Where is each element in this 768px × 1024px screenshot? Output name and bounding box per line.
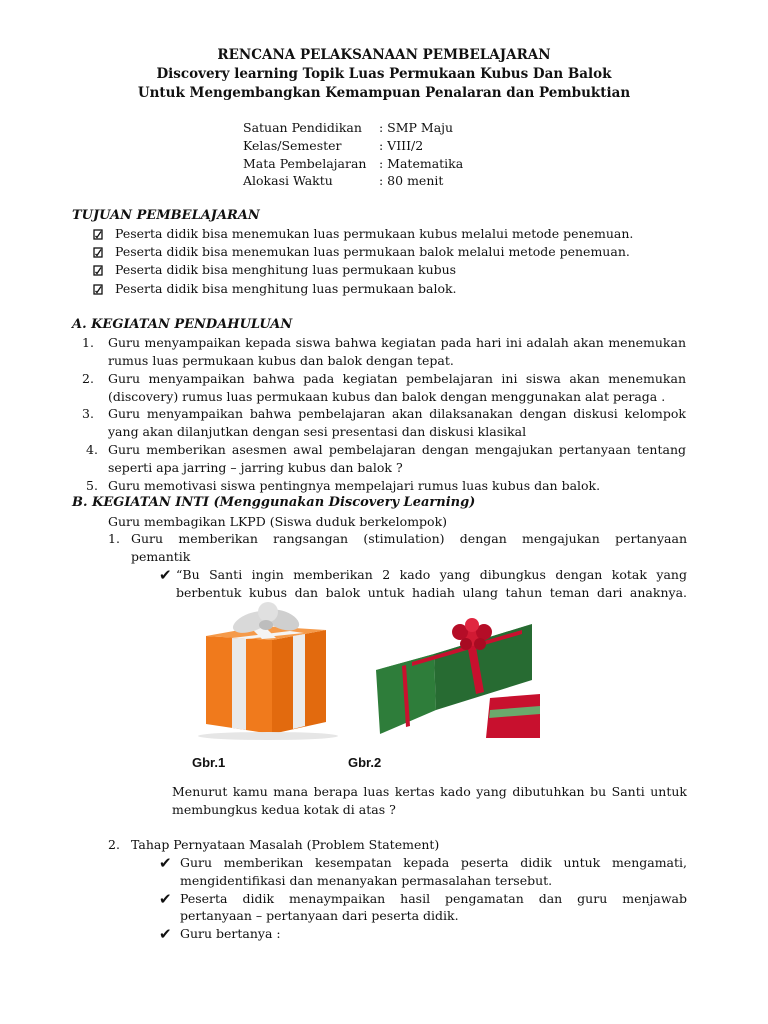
- checkbox-bullet-icon: [93, 247, 103, 258]
- checkmark-icon: ✔: [159, 925, 172, 943]
- info-value: : SMP Maju: [379, 120, 454, 135]
- checkmark-icon: ✔: [159, 890, 172, 908]
- info-value: : VIII/2: [379, 138, 424, 153]
- info-label: Mata Pembelajaran: [243, 156, 367, 171]
- problem-statement-item: Guru bertanya :: [180, 926, 281, 941]
- checkbox-bullet-icon: [93, 229, 103, 240]
- pendahuluan-item: Guru memberikan asesmen awal pembelajaran dengan mengajukan pertanyaan tentang: [108, 442, 686, 457]
- stimulation-step: Guru memberikan rangsangan (stimulation) dengan mengajukan pertanyaan: [131, 531, 687, 546]
- problem-statement-item: Peserta didik menaympaikan hasil pengamatan dan guru menjawab: [180, 891, 687, 906]
- pendahuluan-item-cont: yang akan dilanjutkan dengan sesi presentasi dan diskusi klasikal: [108, 424, 527, 439]
- tujuan-heading: TUJUAN PEMBELAJARAN: [72, 208, 260, 223]
- checkbox-bullet-icon: [93, 284, 103, 295]
- tujuan-item: Peserta didik bisa menemukan luas permukaan kubus melalui metode penemuan.: [115, 226, 634, 241]
- figure-caption-1: Gbr.1: [192, 755, 226, 770]
- stimulation-question-cont: membungkus kedua kotak di atas ?: [172, 802, 396, 817]
- doc-subtitle-2: Untuk Mengembangkan Kemampuan Penalaran dan Pembuktian: [137, 85, 631, 101]
- pendahuluan-item: Guru memotivasi siswa pentingnya mempelajari rumus luas kubus dan balok.: [108, 478, 601, 493]
- problem-statement-item-cont: pertanyaan – pertanyaan dari peserta didik.: [180, 908, 459, 923]
- doc-title: RENCANA PELAKSANAAN PEMBELAJARAN: [217, 47, 551, 63]
- list-number: 2.: [108, 837, 120, 852]
- tujuan-item: Peserta didik bisa menemukan luas permukaan balok melalui metode penemuan.: [115, 244, 630, 259]
- pendahuluan-item: Guru menyampaikan kepada siswa bahwa kegiatan pada hari ini adalah akan menemukan: [108, 335, 686, 350]
- tujuan-item: Peserta didik bisa menghitung luas permukaan balok.: [115, 281, 457, 296]
- problem-statement-title: Tahap Pernyataan Masalah (Problem Statement): [131, 837, 440, 852]
- pendahuluan-item-cont: rumus luas permukaan kubus dan balok dengan tepat.: [108, 353, 454, 368]
- list-number: 3.: [82, 406, 94, 421]
- checkbox-bullet-icon: [93, 265, 103, 276]
- stimulation-quote-cont: berbentuk kubus dan balok untuk hadiah ulang tahun teman dari anaknya.: [176, 585, 687, 600]
- stimulation-quote: “Bu Santi ingin memberikan 2 kado yang dibungkus dengan kotak yang: [176, 567, 687, 582]
- list-number: 1.: [82, 335, 94, 350]
- pendahuluan-item: Guru menyampaikan bahwa pembelajaran akan dilaksanakan dengan diskusi kelompok: [108, 406, 686, 421]
- info-value: : 80 menit: [379, 173, 444, 188]
- pendahuluan-item: Guru menyampaikan bahwa pada kegiatan pembelajaran ini siswa akan menemukan: [108, 371, 686, 386]
- problem-statement-item: Guru memberikan kesempatan kepada peserta didik untuk mengamati,: [180, 855, 687, 870]
- problem-statement-item-cont: mengidentifikasi dan menanyakan permasalahan tersebut.: [180, 873, 553, 888]
- list-number: 5.: [86, 478, 98, 493]
- figure-caption-2: Gbr.2: [348, 755, 382, 770]
- checkmark-icon: ✔: [159, 566, 172, 584]
- info-label: Alokasi Waktu: [243, 173, 333, 188]
- list-number: 4.: [86, 442, 98, 457]
- green-gift-box-image: [372, 614, 544, 742]
- tujuan-item: Peserta didik bisa menghitung luas permukaan kubus: [115, 262, 457, 277]
- list-number: 1.: [108, 531, 120, 546]
- pendahuluan-heading: A. KEGIATAN PENDAHULUAN: [72, 317, 293, 332]
- stimulation-step-cont: pemantik: [131, 549, 191, 564]
- inti-heading: B. KEGIATAN INTI (Menggunakan Discovery Learning): [72, 495, 476, 510]
- info-label: Kelas/Semester: [243, 138, 342, 153]
- doc-subtitle-1: Discovery learning Topik Luas Permukaan Kubus Dan Balok: [156, 66, 612, 82]
- pendahuluan-item-cont: (discovery) rumus luas permukaan kubus dan balok dengan menggunakan alat peraga .: [108, 389, 666, 404]
- info-label: Satuan Pendidikan: [243, 120, 362, 135]
- info-value: : Matematika: [379, 156, 464, 171]
- pendahuluan-item-cont: seperti apa jarring – jarring kubus dan balok ?: [108, 460, 403, 475]
- inti-intro: Guru membagikan LKPD (Siswa duduk berkelompok): [108, 514, 448, 529]
- orange-gift-box-image: [176, 600, 360, 740]
- list-number: 2.: [82, 371, 94, 386]
- stimulation-question: Menurut kamu mana berapa luas kertas kado yang dibutuhkan bu Santi untuk: [172, 784, 687, 799]
- checkmark-icon: ✔: [159, 854, 172, 872]
